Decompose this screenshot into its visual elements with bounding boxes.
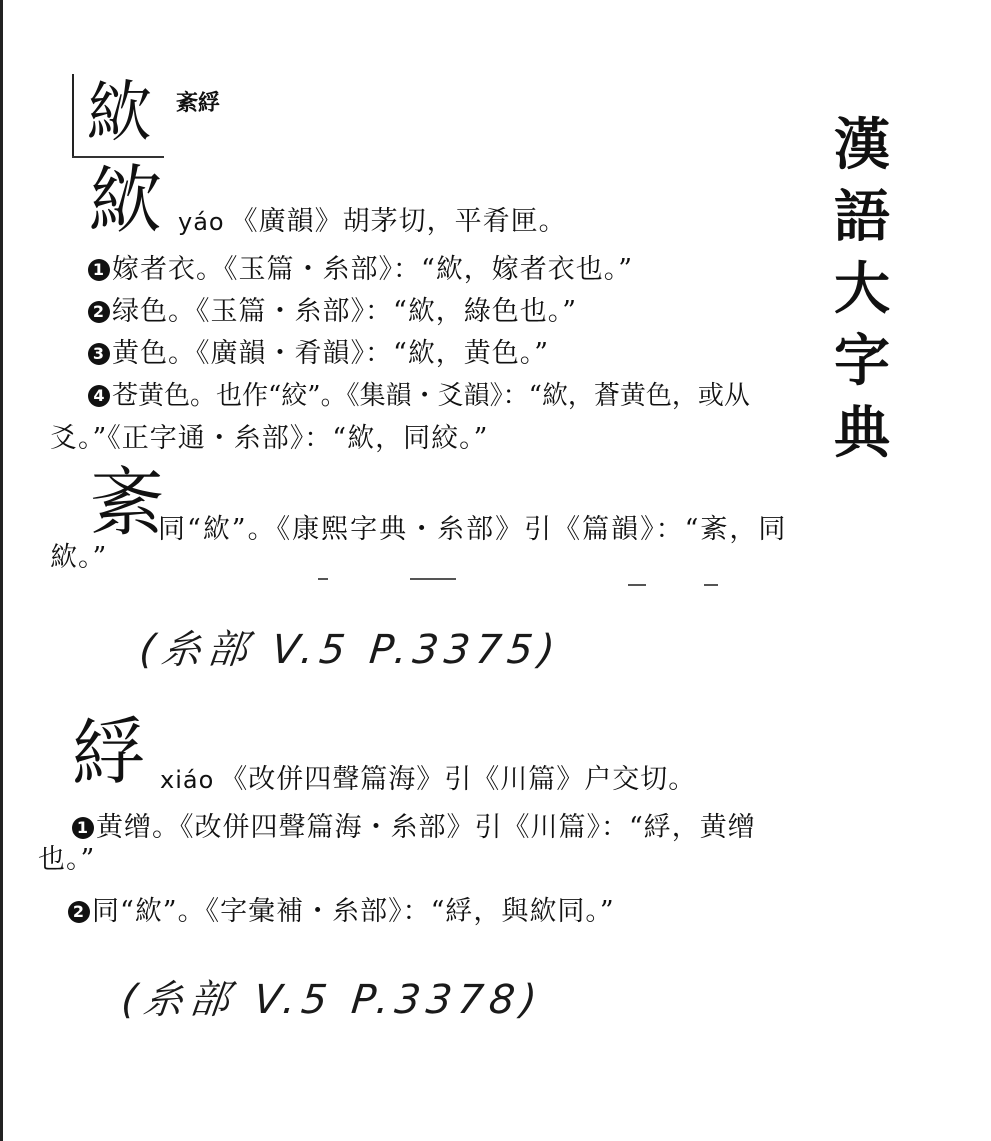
- sense-text: 苍黄色。也作“絞”。《集韻・爻韻》：“絘，蒼黄色，或从: [112, 381, 750, 411]
- entry3-sense: [72, 814, 756, 841]
- entry1-source: 《廣韻》胡茅切，平肴匣。: [230, 206, 567, 237]
- handwritten-page-note: (糸部 V.5 P.3375): [137, 627, 563, 673]
- xref-note: 紊綒: [176, 91, 221, 116]
- sense-number-icon: 2: [88, 301, 110, 323]
- entry3-sense-continuation: 也。”: [38, 844, 96, 875]
- book-title-char: 典: [834, 401, 890, 466]
- sense-text: 黄色。《廣韻・肴韻》：“絘，黄色。”: [112, 338, 550, 369]
- book-title-char: 漢: [834, 113, 890, 178]
- entry3-pronunciation-line: [160, 766, 696, 793]
- sense-number-icon: 1: [88, 259, 110, 281]
- book-title: [830, 110, 894, 470]
- entry1-pinyin: yáo: [178, 208, 225, 236]
- xref-bracket: [72, 74, 74, 158]
- scan-mark: [410, 578, 456, 580]
- entry1-headword: 絘: [88, 158, 162, 244]
- entry1-sense: [88, 256, 633, 283]
- book-title-char: 大: [834, 257, 890, 322]
- sense-text: 黄缯。《改併四聲篇海・糸部》引《川篇》：“綒，黄缯: [96, 812, 756, 843]
- entry1-sense-continuation: 爻。”《正字通・糸部》：“絘，同絞。”: [50, 423, 489, 454]
- book-title-char: 字: [834, 329, 890, 394]
- sense-text: 绿色。《玉篇・糸部》：“絘，綠色也。”: [112, 296, 578, 327]
- book-title-char: 語: [834, 185, 890, 250]
- sense-number-icon: 1: [72, 817, 94, 839]
- entry1-sense: [88, 383, 750, 409]
- entry1-sense: [88, 298, 577, 325]
- sense-number-icon: 4: [88, 385, 110, 407]
- sense-number-icon: 2: [68, 901, 90, 923]
- entry2-continuation: 絘。”: [50, 542, 108, 573]
- entry1-sense: [88, 340, 549, 367]
- entry3-sense: [68, 898, 615, 925]
- scan-mark: [628, 584, 646, 586]
- page-left-edge: [0, 0, 3, 1141]
- sense-text: 同“絘”。《字彙補・糸部》：“綒，與絘同。”: [92, 896, 615, 927]
- entry2-headword: 紊: [90, 460, 164, 546]
- entry3-headword: 綒: [72, 710, 146, 796]
- entry3-source: 《改併四聲篇海》引《川篇》户交切。: [220, 764, 697, 795]
- scan-mark: [704, 584, 718, 586]
- sense-text: 嫁者衣。《玉篇・糸部》：“絘，嫁者衣也。”: [112, 254, 634, 285]
- handwritten-page-note: (糸部 V.5 P.3378): [119, 977, 545, 1023]
- entry2-text: 同“絘”。《康熙字典・糸部》引《篇韻》：“紊，同: [158, 514, 788, 545]
- entry1-pronunciation-line: [178, 208, 567, 235]
- entry3-pinyin: xiáo: [160, 766, 215, 794]
- scan-mark: [318, 578, 328, 580]
- sense-number-icon: 3: [88, 343, 110, 365]
- xref-char: 絘: [86, 74, 152, 151]
